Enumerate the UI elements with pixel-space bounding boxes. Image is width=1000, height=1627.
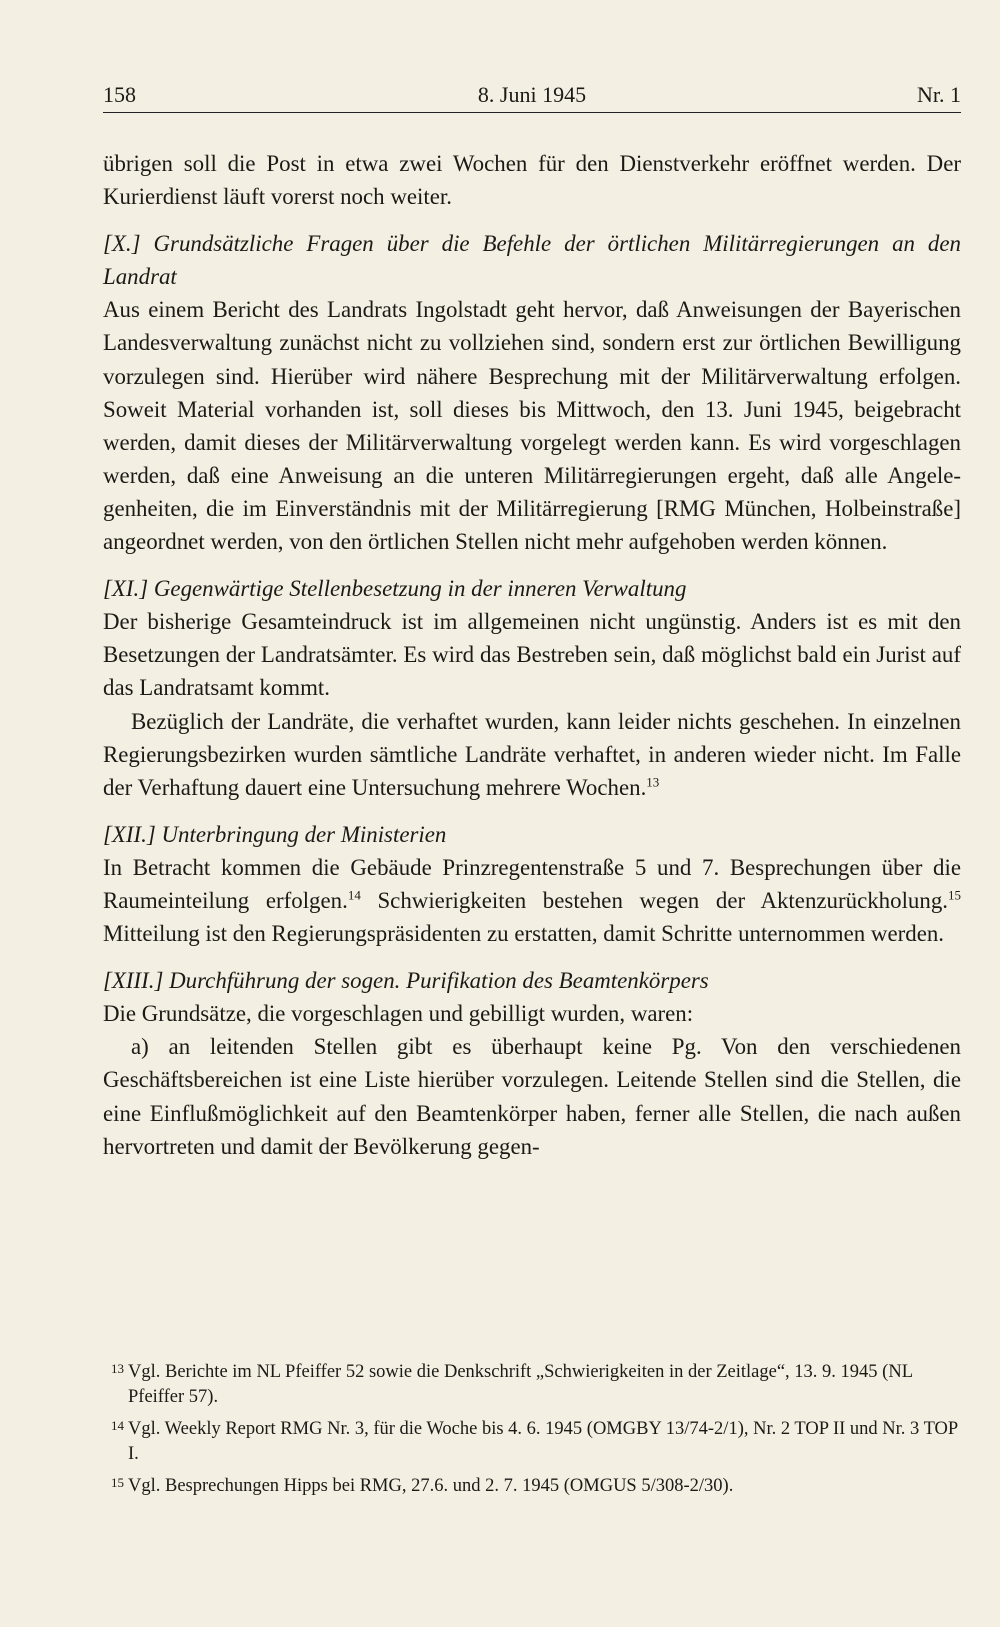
footnote-ref: 14	[347, 887, 361, 903]
footnote-text: Vgl. Besprechungen Hipps bei RMG, 27.6. und 2. 7. 1945 (OMGUS 5/308-2/30).	[128, 1476, 734, 1496]
page-number: 158	[103, 82, 136, 107]
running-head	[103, 78, 961, 113]
section-body: Aus einem Bericht des Landrats Ingolstadt geht hervor, daß Anweisungen der Bayerischen Landesverwaltung zunächst nicht zu vollziehen sind, sondern erst zur örtlichen Bewilligung vorzulegen sind. Hierüber wird nähere Besprechung mit der Militärverwaltung erfolgen. Soweit Material vorhanden ist, soll dieses bis Mittwoch, den 13. Juni 1945, beigebracht werden, damit dieses der Militärverwaltung vorgelegt werden kann. Es wird vorgeschlagen werden, daß eine Anweisung an die unteren Militärregierungen ergeht, daß alle Angelegenheiten, die im Einverständnis mit der Militärregierung [RMG München, Holbeinstraße] angeordnet werden, von den örtlichen Stellen nicht mehr aufgehoben werden können.	[103, 297, 961, 555]
footnote-mark: 13	[111, 1361, 124, 1376]
footnote-mark: 14	[111, 1418, 124, 1433]
footnote-text: Vgl. Berichte im NL Pfeiffer 52 sowie die Denkschrift „Schwierigkeiten in der Zeitlage“, 13. 9. 1945 (NL Pfeiffer 57).	[128, 1362, 913, 1407]
footnote	[103, 1474, 961, 1499]
section-body	[103, 705, 961, 804]
section-title: Grundsätzliche Fragen über die Befehle der örtlichen Militärregierungen an den Landrat	[103, 231, 961, 290]
footnotes	[103, 1360, 961, 1507]
section-heading: [XII.] Unterbringung der Ministerien	[103, 821, 447, 847]
section-number: XII.	[111, 821, 147, 847]
body-text	[103, 147, 961, 1163]
section-title: Gegenwärtige Stellenbesetzung in der inneren Verwaltung	[153, 576, 687, 602]
section-number: XIII.	[111, 968, 155, 994]
opening-paragraph: übrigen soll die Post in etwa zwei Wochen für den Dienstverkehr eröffnet werden. Der Kurierdienst läuft vorerst noch weiter.	[103, 151, 961, 210]
section-x	[103, 227, 961, 558]
section-number: XI.	[111, 576, 140, 602]
section-number: X.	[111, 231, 132, 257]
paragraph-text: Bezüglich der Landräte, die verhaftet wurden, kann leider nichts geschehen. In einzelnen Regierungsbezirken wurden sämtliche Landräte verhaftet, in anderen wieder nicht. Im Falle der Verhaftung dauert eine Untersuchung mehrere Wochen.	[103, 708, 961, 800]
footnote	[103, 1360, 961, 1409]
footnote-mark: 15	[111, 1475, 124, 1490]
section-heading: [XIII.] Durchführung der sogen. Purifikation des Beamtenkörpers	[103, 968, 709, 994]
section-title: Unterbringung der Ministerien	[161, 821, 447, 847]
section-body	[103, 851, 961, 950]
section-title: Durchführung der sogen. Purifikation des Beamtenkörpers	[169, 968, 709, 994]
paragraph-text: Mitteilung ist den Regierungspräsidenten zu erstatten, damit Schritte unternommen werden.	[103, 921, 945, 947]
page	[103, 78, 961, 1163]
document-number: Nr. 1	[917, 82, 961, 107]
section-body: Die Grundsätze, die vorgeschlagen und gebilligt wurden, waren:	[103, 1001, 694, 1027]
footnote	[103, 1417, 961, 1466]
paragraph-text: In Betracht kommen die Gebäude Prinzregentenstraße 5 und 7. Besprechungen über die Raumeinteilung erfolgen.	[103, 854, 961, 913]
section-heading: [XI.] Gegenwärtige Stellenbesetzung in der inneren Verwaltung	[103, 576, 687, 602]
running-head-date: 8. Juni 1945	[477, 82, 587, 107]
footnote-text: Vgl. Weekly Report RMG Nr. 3, für die Woche bis 4. 6. 1945 (OMGBY 13/74-2/1), Nr. 2 TOP II und Nr. 3 TOP I.	[128, 1419, 958, 1464]
section-xi	[103, 572, 961, 804]
section-heading: [X.] Grundsätzliche Fragen über die Befehle der örtlichen Militärregierungen an den Landrat	[103, 231, 961, 290]
list-item: a) an leitenden Stellen gibt es überhaupt keine Pg. Von den verschiedenen Geschäftsbereichen ist eine Liste hierüber vorzulegen. Leitende Stellen sind die Stellen, die eine Einflußmöglichkeit auf den Beamtenkörper haben, ferner alle Stellen, die nach außen hervortreten und damit der Bevölkerung gegen-	[103, 1034, 961, 1159]
footnote-ref: 15	[947, 887, 961, 903]
paragraph-text: Schwierigkeiten bestehen wegen der Aktenzurückholung.	[360, 887, 948, 913]
section-xiii	[103, 964, 961, 1163]
section-body: Der bisherige Gesamteindruck ist im allgemeinen nicht ungünstig. Anders ist es mit den Besetzungen der Landratsämter. Es wird das Bestreben sein, daß möglichst bald ein Jurist auf das Landratsamt kommt.	[103, 609, 961, 701]
footnote-ref: 13	[646, 774, 660, 790]
section-xii	[103, 818, 961, 950]
